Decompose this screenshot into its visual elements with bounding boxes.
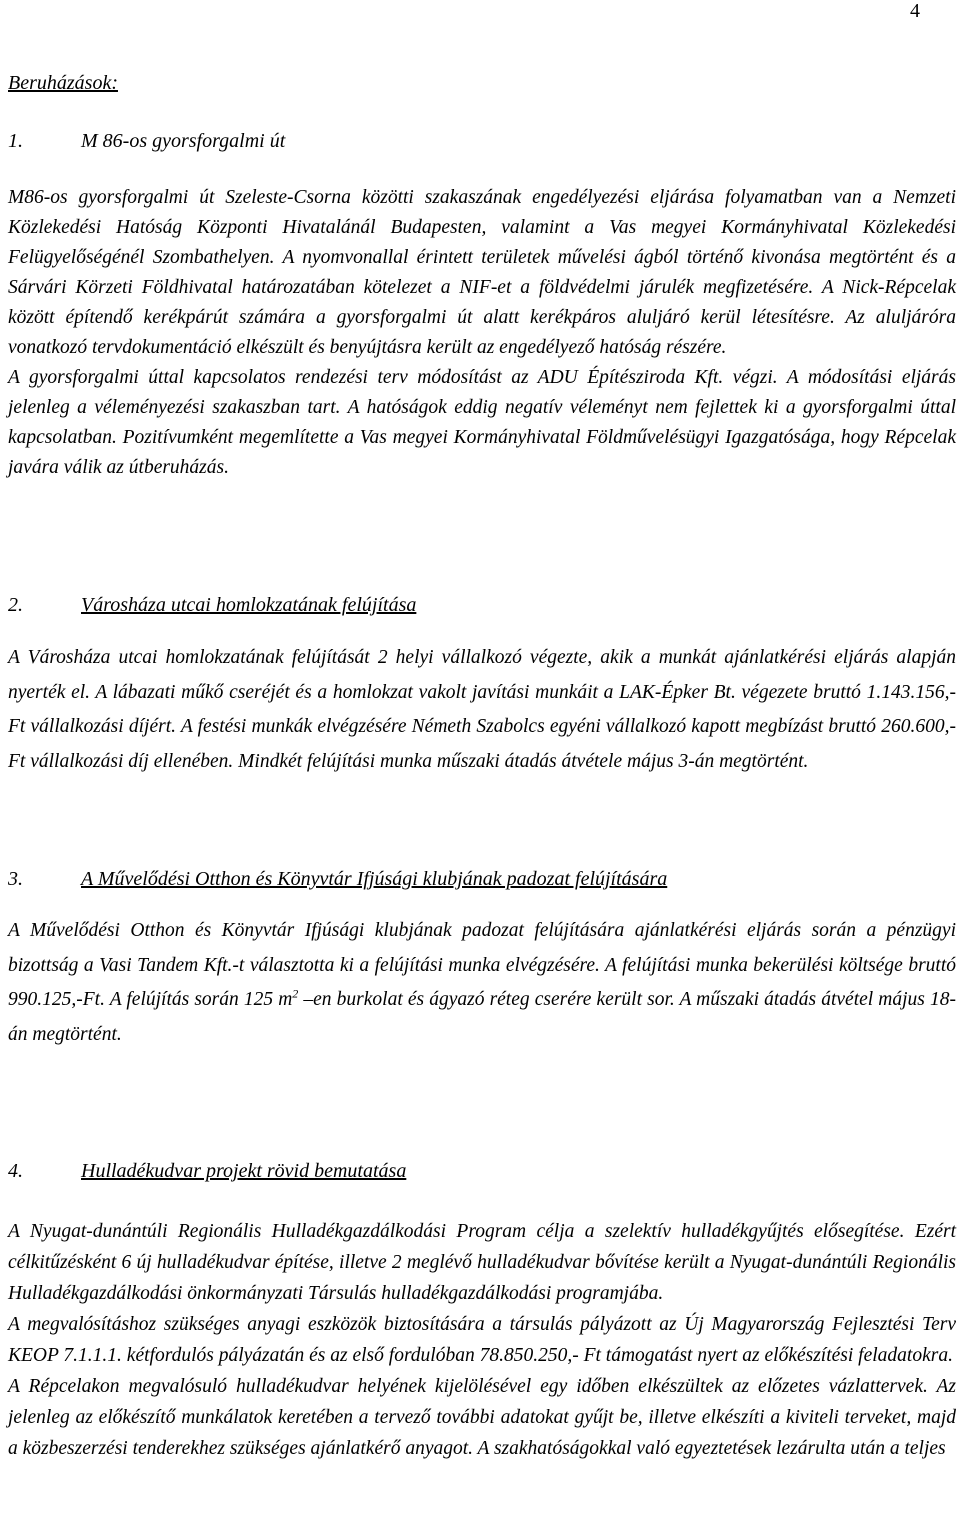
section-1-body	[8, 183, 956, 483]
section-3-title: A Művelődési Otthon és Könyvtár Ifjúsági klubjának padozat felújítására	[81, 868, 668, 890]
section-2-title: Városháza utcai homlokzatának felújítása	[81, 594, 417, 616]
section-1-paragraph-2: A gyorsforgalmi úttal kapcsolatos rendezési terv módosítást az ADU Építésziroda Kft. végzi. A módosítási eljárás jelenleg a véleményezési szakaszban tart. A hatóságok eddig negatív véleményt nem fejlettek ki a gyorsforgalmi úttal kapcsolatban. Pozitívumként megemlítette a Vas megyei Kormányhivatal Földművelésügyi Igazgatósága, hogy Répcelak javára válik az útberuházás.	[8, 367, 956, 478]
section-1-heading	[8, 128, 285, 154]
squared-superscript: 2	[292, 986, 299, 1001]
section-3-paragraph-text: A Művelődési Otthon és Könyvtár Ifjúsági klubjának padozat felújítására ajánlatkérési eljárás során a pénzügyi bizottság a Vasi Tandem Kft.-t választotta ki a felújítási munka elvégzésére. A felújítási munka bekerülési költsége bruttó 990.125,-Ft. A felújítás során 125 m	[8, 920, 956, 1010]
section-2-paragraph-1: A Városháza utcai homlokzatának felújítását 2 helyi vállalkozó végezte, akik a munkát ajánlatkérési eljárás alapján nyerték el. A lábazati műkő cseréjét és a homlokzat vakolt javítási munkáit a LAK-Épker Bt. végezete bruttó 1.143.156,-Ft vállalkozási díjért. A festési munkák elvégzésére Németh Szabolcs egyéni vállalkozó kapott megbízást bruttó 260.600,-Ft vállalkozási díj ellenében. Mindkét felújítási munka műszaki átadás átvétele május 3-án megtörtént.	[8, 647, 956, 772]
section-2-body	[8, 641, 956, 779]
section-4-number: 4.	[8, 1160, 23, 1182]
section-4-heading	[8, 1158, 406, 1184]
section-3-body	[8, 914, 956, 1052]
section-1-number: 1.	[8, 130, 23, 152]
section-4-paragraph-1: A Nyugat-dunántúli Regionális Hulladékgazdálkodási Program célja a szelektív hulladékgyűjtés elősegítése. Ezért célkitűzésként 6 új hulladékudvar építése, illetve 2 meglévő hulladékudvar bővítése került a Nyugat-dunántúli Regionális Hulladékgazdálkodási önkormányzati Társulás hulladékgazdálkodási programjába.	[8, 1221, 956, 1304]
section-4-title: Hulladékudvar projekt rövid bemutatása	[81, 1160, 407, 1182]
section-2-number: 2.	[8, 594, 23, 616]
section-4-paragraph-3: A Répcelakon megvalósuló hulladékudvar helyének kijelölésével egy időben elkészültek az előzetes vázlattervek. Az jelenleg az előkészítő munkálatok keretében a tervező további adatokat gyűjt be, illetve elkészíti a kiviteli terveket, majd a közbeszerzési tenderekhez szükséges ajánlatkérő anyagot. A szakhatóságokkal való egyeztetések lezárulta után a teljes	[8, 1376, 956, 1459]
page-number: 4	[910, 0, 920, 22]
section-3-number: 3.	[8, 868, 23, 890]
document-title: Beruházások:	[8, 72, 118, 94]
section-3-heading	[8, 866, 667, 892]
section-1-title: M 86-os gyorsforgalmi út	[81, 130, 286, 152]
section-4-paragraph-2: A megvalósításhoz szükséges anyagi eszközök biztosítására a társulás pályázott az Új Magyarország Fejlesztési Terv KEOP 7.1.1.1. kétfordulós pályázatán és az első fordulóban 78.850.250,- Ft támogatást nyert az előkészítési feladatokra.	[8, 1314, 956, 1366]
section-1-paragraph-1: M86-os gyorsforgalmi út Szeleste-Csorna közötti szakaszának engedélyezési eljárása folyamatban van a Nemzeti Közlekedési Hatóság Központi Hivatalánál Budapesten, valamint a Vas megyei Kormányhivatal Közlekedési Felügyelőségénél Szombathelyen. A nyomvonallal érintett területek művelési ágból történő kivonása megtörtént és a Sárvári Körzeti Földhivatal határozatában kötelezet a NIF-et a földvédelmi járulék megfizetésére. A Nick-Répcelak között építendő kerékpárút számára a gyorsforgalmi út alatt kerékpáros aluljáró kerül létesítésre. Az aluljáróra vonatkozó tervdokumentáció elkészült és benyújtásra került az engedélyező hatóság részére.	[8, 187, 956, 358]
section-2-heading	[8, 592, 416, 618]
section-3-paragraph-text-continued: –en burkolat és ágyazó réteg cserére került sor. A műszaki átadás átvétel május 18-án megtörtént.	[8, 989, 956, 1045]
section-4-body	[8, 1216, 956, 1464]
